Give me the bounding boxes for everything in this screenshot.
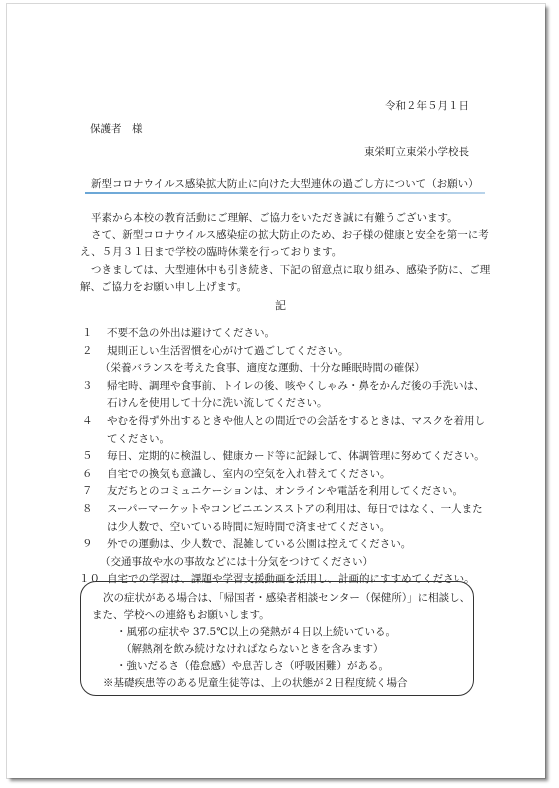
item-number: ８ <box>82 502 93 515</box>
list-item-continuation <box>82 431 502 449</box>
item-number: ７ <box>82 485 93 498</box>
list-item <box>82 413 502 431</box>
document-page <box>7 4 545 778</box>
notice-line: （解熱剤を飲み続けなければならないときを含みます） <box>121 643 384 655</box>
item-number: ２ <box>82 344 93 357</box>
item-number: ４ <box>82 414 93 427</box>
item-text: 自宅での換気も意識し、室内の空気を入れ替えてください。 <box>107 467 391 480</box>
item-text: 帰宅時、調理や食事前、トイレの後、咳やくしゃみ・鼻をかんだ後の手洗いは、 <box>107 379 485 392</box>
intro-paragraphs <box>80 210 491 296</box>
item-text: 自宅での学習は、課題や学習支援動画を活用し、計画的にすすめてください。 <box>107 573 475 586</box>
item-number: ９ <box>82 538 93 551</box>
item-text: 毎日、定期的に検温し、健康カード等に記録して、体調管理に努めてください。 <box>107 450 485 463</box>
precaution-list <box>79 325 502 589</box>
symptom-notice-box <box>80 581 474 696</box>
item-number: ６ <box>82 467 93 480</box>
list-item <box>82 343 502 361</box>
list-item <box>82 466 502 484</box>
list-item <box>82 483 502 501</box>
notice-line: ・風邪の症状や 37.5℃以上の発熱が４日以上続いている。 <box>116 626 396 638</box>
item-number: １０ <box>79 573 100 586</box>
list-item-continuation <box>82 395 502 413</box>
item-text: てください。 <box>107 432 170 445</box>
item-text: 外での運動は、少人数で、混雑している公園は控えてください。 <box>107 538 412 551</box>
list-item-continuation <box>82 519 502 537</box>
notice-line: ・強いだるさ（倦怠感）や息苦しさ（呼吸困難）がある。 <box>116 660 389 672</box>
item-text: は少人数で、空いている時間に短時間で済ませてください。 <box>107 520 391 533</box>
document-title: 新型コロナウイルス感染拡大防止に向けた大型連休の過ごし方について（お願い） <box>91 178 479 190</box>
item-text: 友だちとのコミュニケーションは、オンラインや電話を利用してください。 <box>107 485 464 498</box>
intro-line: 解、ご協力をお願い申し上げます。 <box>80 280 248 293</box>
list-item <box>82 536 502 554</box>
intro-line: さて、新型コロナウイルス感染症の拡大防止のため、お子様の健康と安全を第一に考 <box>91 229 489 242</box>
item-text: 石けんを使用して十分に洗い流してください。 <box>107 397 328 410</box>
notice-line: ※基礎疾患等のある児童生徒等は、上の状態が２日程度続く場合 <box>103 677 408 689</box>
list-item <box>82 378 502 396</box>
item-number: ５ <box>82 450 93 463</box>
item-number: ３ <box>82 379 93 392</box>
item-text: 規則正しい生活習慣を心がけて過ごしてください。 <box>107 344 349 357</box>
notice-line: 次の症状がある場合は、「帰国者・感染者相談センター（保健所）」に相談し、 <box>103 592 471 604</box>
sender-name: 東栄町立東栄小学校長 <box>364 146 469 158</box>
item-number: １ <box>82 327 93 339</box>
intro-line: 平素から本校の教育活動にご理解、ご協力をいただき誠に有難うございます。 <box>91 212 458 224</box>
item-text: スーパーマーケットやコンビニエンスストアの利用は、毎日ではなく、一人また <box>107 502 483 515</box>
list-item <box>82 448 502 466</box>
item-text: やむを得ず外出するときや他人との間近での会話をするときは、マスクを着用し <box>107 414 485 427</box>
ki-heading: 記 <box>275 299 286 312</box>
addressee: 保護者 様 <box>90 123 143 135</box>
list-item <box>82 501 502 519</box>
item-text: 不要不急の外出は避けてください。 <box>107 327 275 339</box>
list-item-continuation <box>82 554 502 572</box>
list-item-continuation <box>82 360 502 378</box>
notice-line: また、学校への連絡もお願いします。 <box>92 609 270 621</box>
document-date: 令和２年５月１日 <box>385 100 469 112</box>
title-underline <box>85 192 485 194</box>
item-text: （交通事故や水の事故などには十分気をつけてください） <box>100 555 373 568</box>
item-text: （栄養バランスを考えた食事、適度な運動、十分な睡眠時間の確保） <box>100 362 426 375</box>
intro-line: え、５月３１日まで学校の臨時休業を行っております。 <box>80 246 343 259</box>
intro-line: つきましては、大型連休中も引き続き、下記の留意点に取り組み、感染予防に、ご理 <box>91 263 491 276</box>
list-item <box>82 325 502 343</box>
